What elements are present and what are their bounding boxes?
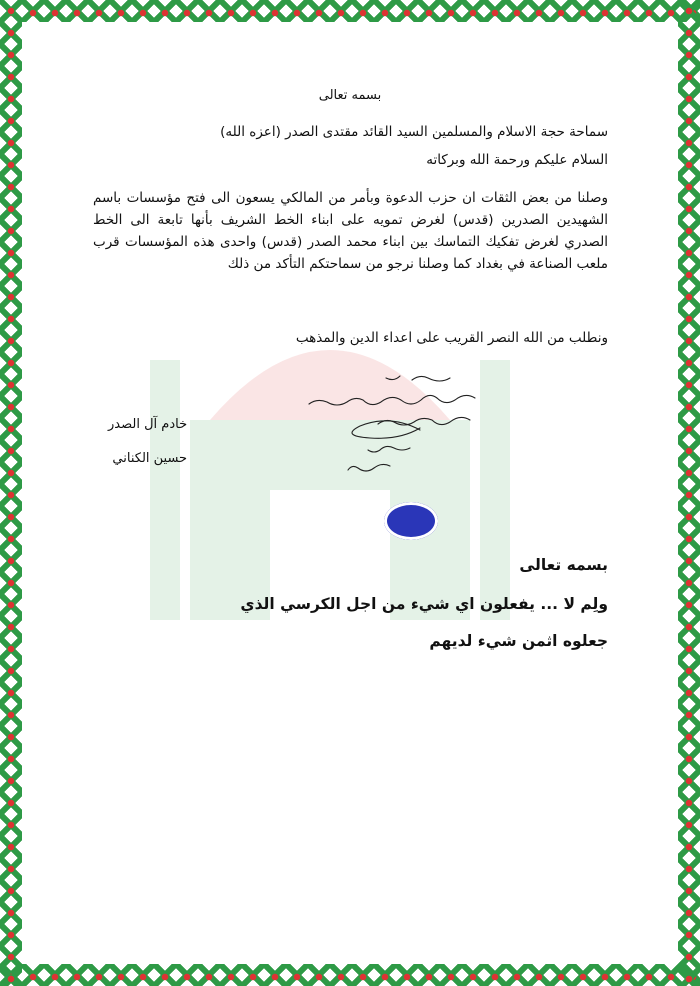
letter-greeting: السلام عليكم ورحمة الله وبركاته [426, 152, 608, 168]
signature-title: خادم آل الصدر [108, 417, 188, 432]
letter-body: وصلنا من بعض الثقات ان حزب الدعوة وبأمر من المالكي يسعون الى فتح مؤسسات باسم الشهيدين الصدرين (قدس) لغرض تمويه على ابناء الخط الشريف بأنها تابعة الى الخط الصدري لغرض تفكيك التماسك بين ابناء محمد الصدر (قدس) واحدى هذه المؤسسات قرب ملعب الصناعة في بغداد كما وصلنا نرجو من سماحتكم التأكد من ذلك [93, 190, 608, 272]
signature-name: حسين الكناني [112, 451, 188, 466]
letter-basmala: بسمه تعالى [318, 88, 382, 103]
letter-address: سماحة حجة الاسلام والمسلمين السيد القائد مقتدى الصدر (اعزه الله) [220, 124, 608, 140]
reply-line-2: جعلوه اثمن شيء لديهم [429, 632, 608, 650]
letter-closing: ونطلب من الله النصر القريب على اعداء الدين والمذهب [295, 330, 608, 346]
reply-basmala: بسمه تعالى [519, 556, 608, 574]
reply-line-1: ولِم لا ... يفعلون اي شيء من اجل الكرسي الذي [240, 595, 608, 613]
